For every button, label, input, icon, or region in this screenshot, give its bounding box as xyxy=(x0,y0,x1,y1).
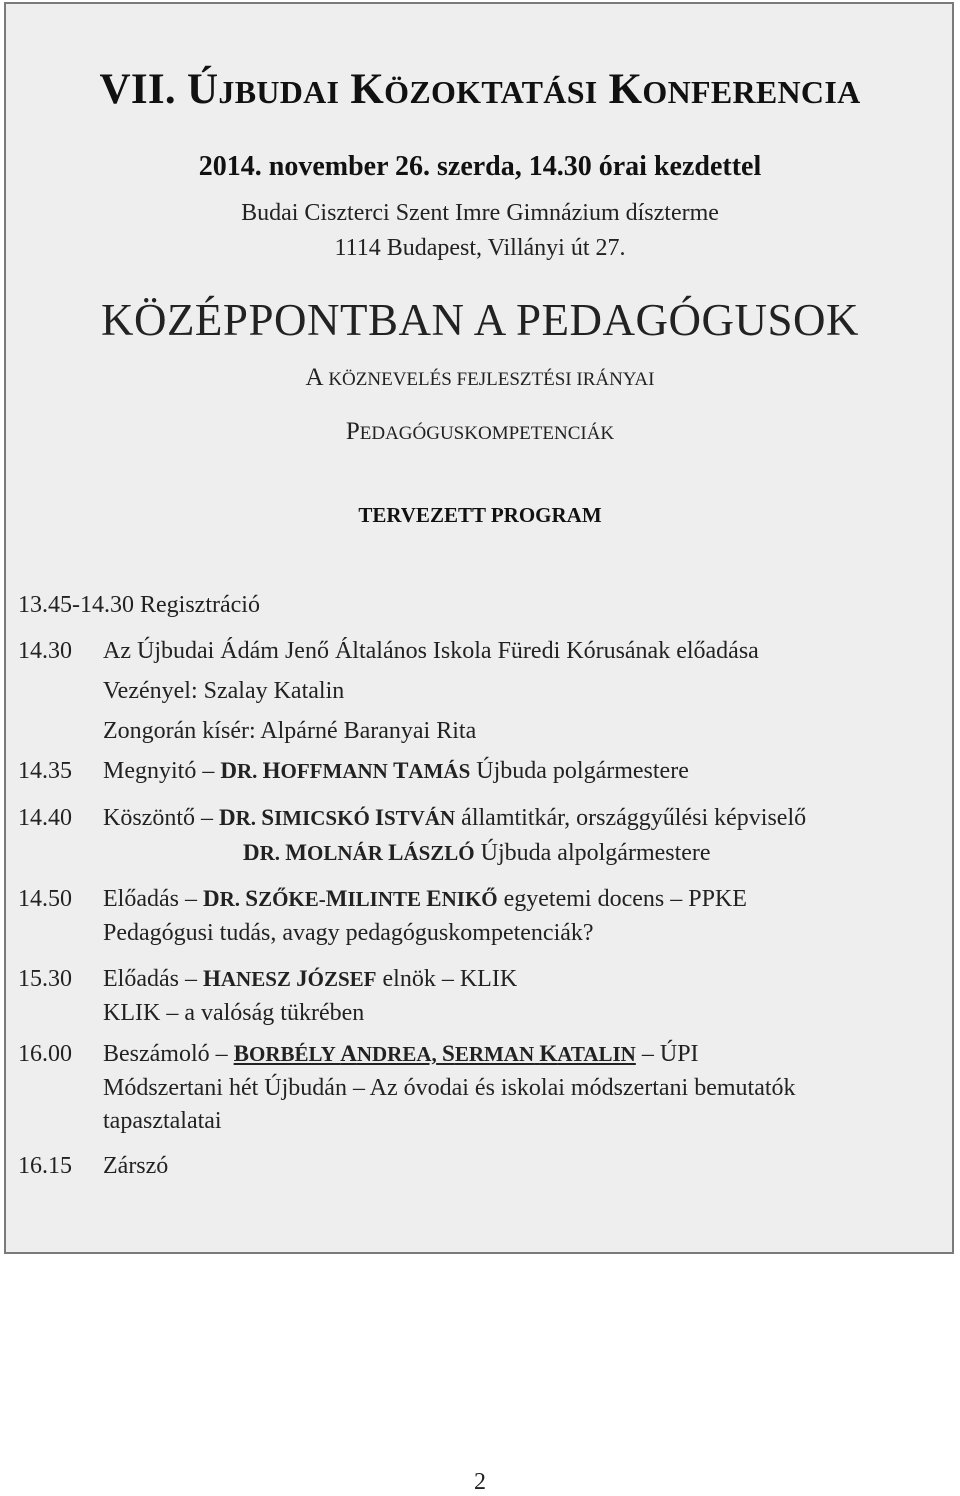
report-title-line-2: tapasztalatai xyxy=(103,1108,222,1134)
report-title-line-1: Módszertani hét Újbudán – Az óvodai és iskolai módszertani bemutatók xyxy=(103,1075,796,1101)
page-number: 2 xyxy=(474,1469,486,1495)
program-item-1430: 14.30 Az Újbudai Ádám Jenő Általános Iskola Füredi Kórusának előadása xyxy=(18,638,759,664)
theme-subtitle-2: PEDAGÓGUSKOMPETENCIÁK xyxy=(345,418,615,445)
address: 1114 Budapest, Villányi út 27. xyxy=(334,235,626,261)
conference-title: VII. ÚJBUDAI KÖZOKTATÁSI KONFERENCIA xyxy=(99,66,861,113)
conductor-line: Vezényel: Szalay Katalin xyxy=(103,678,345,704)
program-heading: TERVEZETT PROGRAM xyxy=(358,503,602,527)
event-date: 2014. november 26. szerda, 14.30 órai kezdettel xyxy=(198,151,762,182)
theme-title: KÖZÉPPONTBAN A PEDAGÓGUSOK xyxy=(100,295,860,345)
program-item-1450: 14.50 Előadás – DR. SZŐKE-MILINTE ENIKŐ egyetemi docens – PPKE xyxy=(18,886,747,912)
program-item-1530: 15.30 Előadás – HANESZ JÓZSEF elnök – KLIK xyxy=(18,966,518,992)
program-item-1435: 14.35 Megnyitó – DR. HOFFMANN TAMÁS Újbuda polgármestere xyxy=(18,758,689,784)
venue: Budai Ciszterci Szent Imre Gimnázium díszterme xyxy=(241,200,719,226)
lecture-title-1530: KLIK – a valóság tükrében xyxy=(103,1000,365,1026)
lecture-title-1450: Pedagógusi tudás, avagy pedagóguskompetenciák? xyxy=(103,920,594,946)
program-item-1440: 14.40 Köszöntő – DR. SIMICSKÓ ISTVÁN államtitkár, országgyűlési képviselő xyxy=(18,805,807,831)
program-item-1600: 16.00 Beszámoló – BORBÉLY ANDREA, SERMAN KATALIN – ÚPI xyxy=(18,1041,699,1067)
program-item-1615: 16.15 Zárszó xyxy=(18,1153,169,1179)
piano-line: Zongorán kísér: Alpárné Baranyai Rita xyxy=(103,718,477,744)
registration-line: 13.45-14.30 Regisztráció xyxy=(18,592,260,618)
deputy-mayor-line: DR. MOLNÁR LÁSZLÓ Újbuda alpolgármestere xyxy=(243,840,711,866)
theme-subtitle-1: A KÖZNEVELÉS FEJLESZTÉSI IRÁNYAI xyxy=(305,364,655,391)
